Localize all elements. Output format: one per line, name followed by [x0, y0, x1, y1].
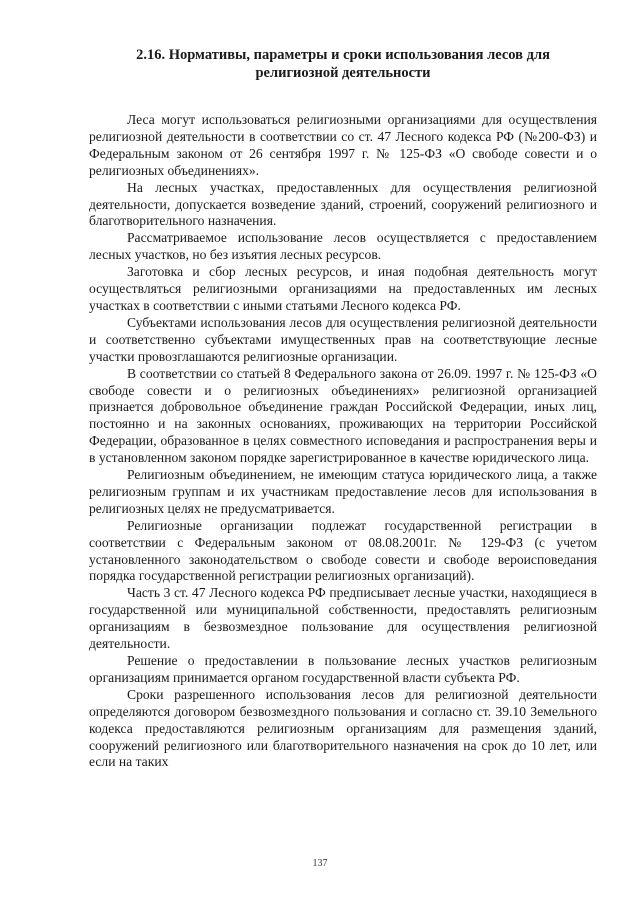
paragraph-11: Сроки разрешенного использования лесов для религиозной деятельности определяются договором безвозмездного пользования и согласно ст. 39.10 Земельного кодекса предоставляются религиозным организациям для размещения зданий, сооружений религиозного или благотворительного назначения на срок до 10 лет, или если на таких [89, 686, 597, 770]
paragraph-1: Леса могут использоваться религиозными организациями для осуществления религиозной деятельности в соответствии со ст. 47 Лесного кодекса РФ (№200-ФЗ) и Федеральным законом от 26 сентября 1997 г. № 125-ФЗ «О свободе совести и о религиозных объединениях». [89, 112, 597, 178]
paragraph-2: На лесных участках, предоставленных для осуществления религиозной деятельности, допускается возведение зданий, строений, сооружений религиозного и благотворительного назначения. [89, 179, 597, 229]
paragraph-7: Религиозным объединением, не имеющим статуса юридического лица, а также религиозным группам и их участникам предоставление лесов для использования в религиозных целях не предусматривается. [89, 467, 597, 516]
paragraph-10: Решение о предоставлении в пользование лесных участков религиозным организациям принимается органом государственной власти субъекта РФ. [89, 653, 597, 685]
paragraph-6: В соответствии со статьей 8 Федерального закона от 26.09. 1997 г. № 125-ФЗ «О свободе совести и о религиозных объединениях» религиозной организацией признается добровольное объединение граждан Российской Федерации, иных лиц, постоянно и на законных основаниях, проживающих на территории Российской Федерации, образованное в целях совместного исповедания и распространения веры и в установленном законом порядке зарегистрированное в качестве юридического лица. [89, 365, 597, 466]
paragraph-8: Религиозные организации подлежат государственной регистрации в соответствии с Федеральным законом от 08.08.2001г. № 129-ФЗ (с учетом установленного законодательством о свободе совести и свободе вероисповедания порядка государственной регистрации религиозных организаций). [89, 517, 597, 584]
paragraph-3: Рассматриваемое использование лесов осуществляется с предоставлением лесных участков, но без изъятия лесных ресурсов. [89, 230, 597, 263]
section-title: 2.16. Нормативы, параметры и сроки использования лесов для религиозной деятельности [136, 47, 550, 81]
document-page [89, 46, 597, 771]
page-number: 137 [312, 858, 328, 869]
paragraph-4: Заготовка и сбор лесных ресурсов, и иная подобная деятельность могут осуществляться религиозными организациями на предоставленных им лесных участках в соответствии с иными статьями Лесного кодекса РФ. [89, 264, 597, 313]
paragraph-5: Субъектами использования лесов для осуществления религиозной деятельности и соответственно субъектами имущественных прав на соответствующие лесные участки провозглашаются религиозные организации. [89, 314, 597, 364]
paragraph-9: Часть 3 ст. 47 Лесного кодекса РФ предписывает лесные участки, находящиеся в государственной или муниципальной собственности, предоставлять религиозным организациям в безвозмездное пользование для осуществления религиозной деятельности. [89, 585, 597, 652]
